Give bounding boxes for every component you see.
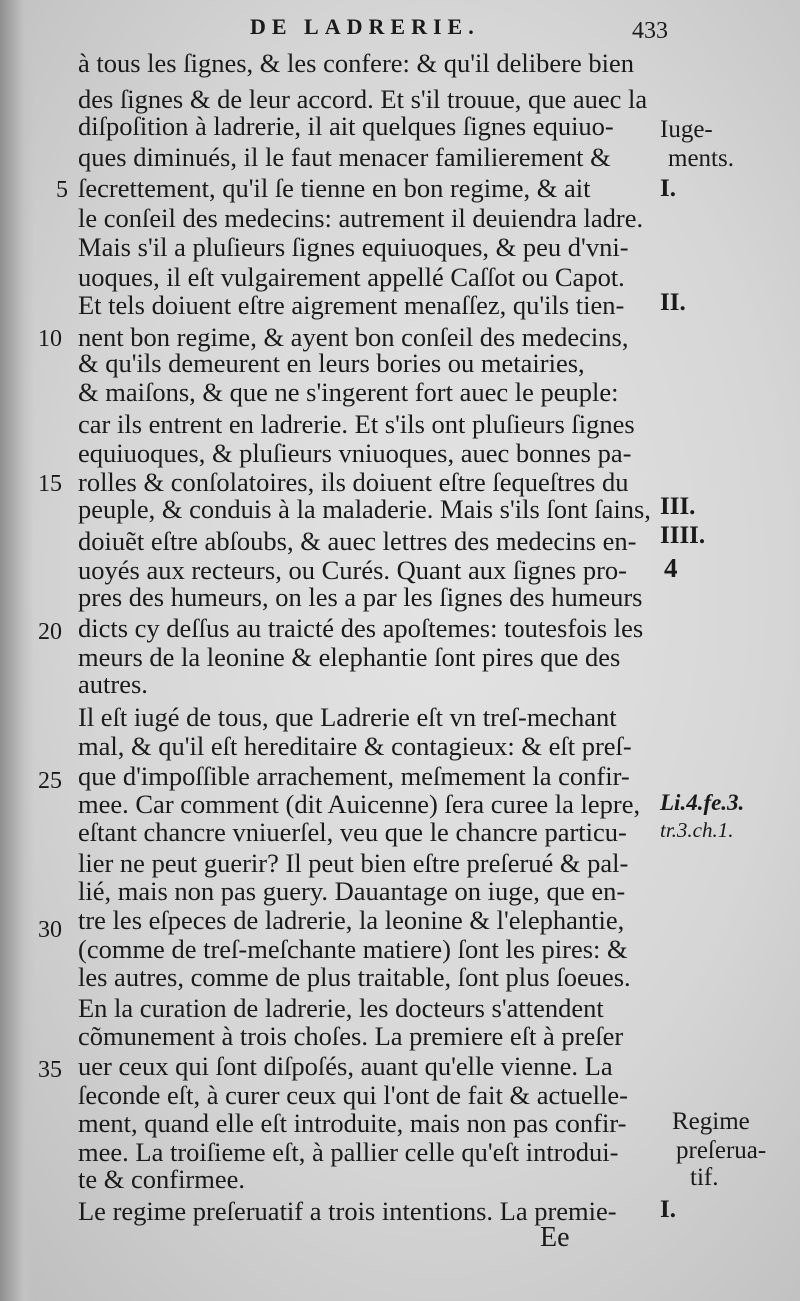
- text-line: le conſeil des medecins: autrement il deuiendra ladre.: [78, 203, 644, 233]
- page-number: 433: [632, 18, 668, 44]
- catchword: Ee: [540, 1222, 570, 1253]
- margin-note: Iuge-: [660, 116, 713, 143]
- page-gutter-shadow: [0, 0, 34, 1301]
- text-line: ques diminués, il le faut menacer familierement &: [78, 142, 611, 172]
- text-line: uoyés aux recteurs, ou Curés. Quant aux ſignes pro-: [78, 555, 627, 585]
- text-line: te & confirmee.: [78, 1164, 246, 1194]
- line-number: 30: [38, 917, 62, 943]
- text-line: (comme de treſ-meſchante matiere) ſont les pires: &: [78, 934, 628, 964]
- text-line: meurs de la leonine & elephantie ſont pires que des: [78, 642, 621, 672]
- text-line: Il eſt iugé de tous, que Ladrerie eſt vn treſ-mechant: [78, 702, 617, 732]
- text-line: ſeconde eſt, à curer ceux qui l'ont de fait & actuelle-: [78, 1080, 628, 1110]
- margin-note: II.: [660, 289, 686, 316]
- text-line: cõmunement à trois choſes. La premiere eſt à preſer: [78, 1021, 624, 1051]
- margin-note: I.: [660, 1196, 676, 1223]
- text-line: mee. La troiſieme eſt, à pallier celle qu'eſt introdui-: [78, 1137, 619, 1167]
- margin-note: tif.: [690, 1164, 719, 1191]
- margin-note: Li.4.fe.3.: [660, 790, 745, 815]
- text-line: mal, & qu'il eſt hereditaire & contagieux: & eſt preſ-: [78, 731, 632, 761]
- text-line: Mais s'il a pluſieurs ſignes equiuoques, & peu d'vni-: [78, 232, 629, 262]
- text-line: lié, mais non pas guery. Dauantage on iuge, que en-: [78, 876, 626, 906]
- text-line: les autres, comme de plus traitable, ſont plus ſoeues.: [78, 962, 631, 992]
- margin-note: I.: [660, 175, 676, 202]
- line-number: 25: [38, 768, 62, 794]
- text-line: rolles & conſolatoires, ils doiuent eſtre ſequeſtres du: [78, 467, 629, 497]
- text-line: autres.: [78, 669, 148, 699]
- text-line: ſecrettement, qu'il ſe tienne en bon regime, & ait: [78, 173, 591, 203]
- text-line: eſtant chancre vniuerſel, veu que le chancre particu-: [78, 817, 627, 847]
- text-line: & qu'ils demeurent en leurs bories ou metairies,: [78, 348, 585, 378]
- text-line: doiuẽt eſtre abſoubs, & auec lettres des medecins en-: [78, 526, 637, 556]
- margin-note: III.: [660, 493, 696, 520]
- line-number: 35: [38, 1057, 62, 1083]
- text-line: à tous les ſignes, & les confere: & qu'il delibere bien: [78, 48, 634, 78]
- running-title: DE LADRERIE.: [250, 14, 480, 39]
- line-number: 15: [38, 471, 62, 497]
- text-line: uer ceux qui ſont diſpoſés, auant qu'elle vienne. La: [78, 1051, 613, 1081]
- text-line: diſpoſition à ladrerie, il ait quelques ſignes equiuo-: [78, 111, 614, 141]
- line-number: 10: [38, 326, 62, 352]
- text-line: & maiſons, & que ne s'ingerent fort auec le peuple:: [78, 377, 619, 407]
- text-line: que d'impoſſible arrachement, meſmement la confir-: [78, 761, 630, 791]
- text-line: car ils entrent en ladrerie. Et s'ils ont pluſieurs ſignes: [78, 409, 635, 439]
- text-line: pres des humeurs, on les a par les ſignes des humeurs: [78, 582, 643, 612]
- text-line: equiuoques, & pluſieurs vniuoques, auec bonnes pa-: [78, 438, 632, 468]
- margin-note: Regime: [672, 1108, 750, 1135]
- text-line: peuple, & conduis à la maladerie. Mais s'ils ſont ſains,: [78, 494, 651, 524]
- margin-note: ments.: [668, 145, 734, 172]
- line-number: 20: [38, 619, 62, 645]
- text-line: uoques, il eſt vulgairement appellé Caſſot ou Capot.: [78, 262, 625, 292]
- text-line: En la curation de ladrerie, les docteurs s'attendent: [78, 993, 604, 1023]
- text-line: mee. Car comment (dit Auicenne) ſera curee la lepre,: [78, 789, 641, 819]
- text-line: lier ne peut guerir? Il peut bien eſtre preſerué & pal-: [78, 848, 629, 878]
- text-line: des ſignes & de leur accord. Et s'il trouue, que auec la: [78, 84, 648, 114]
- text-line: ment, quand elle eſt introduite, mais non pas confir-: [78, 1108, 627, 1138]
- margin-note: tr.3.ch.1.: [660, 818, 734, 842]
- text-line: Et tels doiuent eſtre aigrement menaſſez, qu'ils tien-: [78, 290, 625, 320]
- text-line: Le regime preſeruatif a trois intentions. La premie-: [78, 1196, 617, 1226]
- line-number: 5: [56, 177, 68, 203]
- text-line: dicts cy deſſus au traicté des apoſtemes: toutesfois les: [78, 613, 644, 643]
- margin-note: 4: [664, 553, 678, 583]
- margin-note: IIII.: [660, 522, 706, 549]
- text-line: tre les eſpeces de ladrerie, la leonine & l'elephantie,: [78, 905, 625, 935]
- margin-note: preſerua-: [676, 1137, 767, 1164]
- text-line: nent bon regime, & ayent bon conſeil des medecins,: [78, 322, 629, 352]
